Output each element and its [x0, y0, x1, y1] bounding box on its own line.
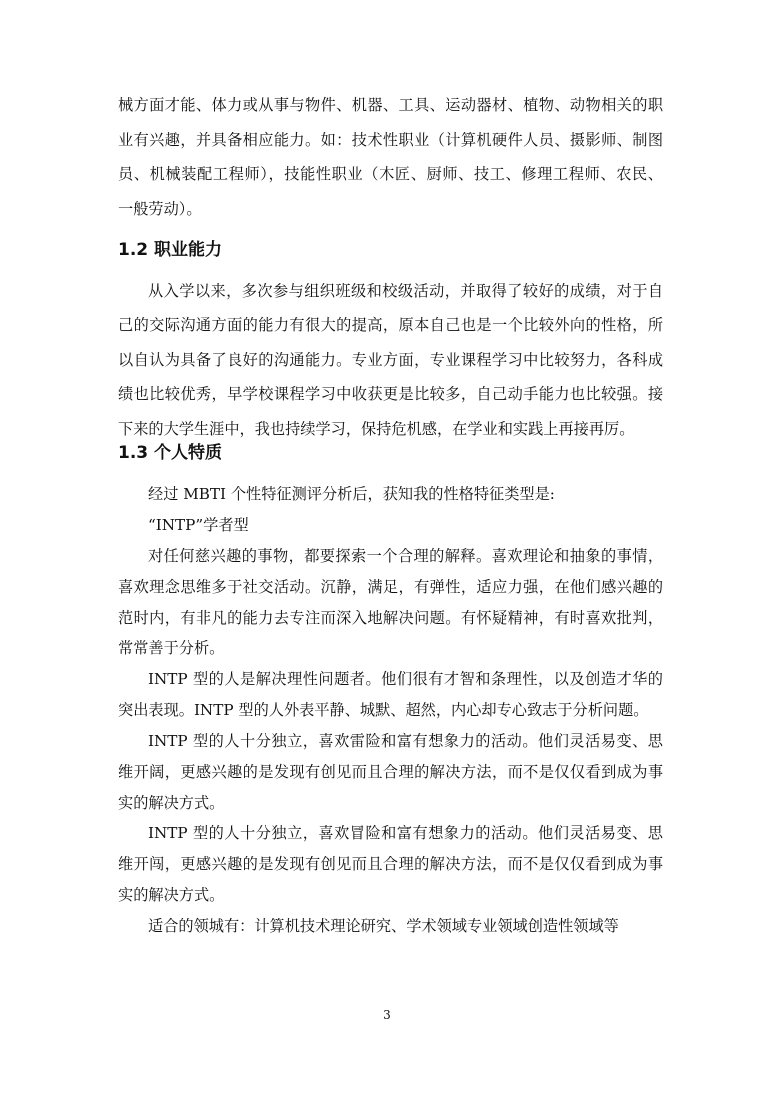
paragraph-line: 范时内，有非凡的能力去专注而深入地解决问题。有怀疑精神，有时喜欢批判， [118, 609, 663, 627]
paragraph-line: 维开闯，更感兴趣的是发现有创见而且合理的解决方法，而不是仅仅看到成为事 [118, 855, 663, 873]
paragraph-line: 业有兴趣，并具备相应能力。如：技术性职业（计算机硬件人员、摄影师、制图 [118, 131, 663, 149]
paragraph-line: 突出表现。INTP 型的人外表平静、城默、超然，内心却专心致志于分析问题。 [118, 701, 649, 719]
paragraph-line: INTP 型的人是解决理性问题者。他们很有才智和条理性，以及创造才华的 [148, 670, 663, 688]
paragraph-line: INTP 型的人十分独立，喜欢冒险和富有想象力的活动。他们灵活易变、思 [148, 824, 663, 842]
paragraph-line: INTP 型的人十分独立，喜欢雷险和富有想象力的活动。他们灵活易变、思 [148, 732, 663, 750]
paragraph-line: 从入学以来，多次参与组织班级和校级活动，并取得了较好的成绩，对于自 [148, 282, 663, 300]
mbti-intro: 经过 MBTI 个性特征测评分析后，获知我的性格特征类型是: [148, 485, 555, 503]
paragraph-line: 喜欢理念思维多于社交活动。沉静，满足，有弹性，适应力强，在他们感兴趣的 [118, 578, 663, 596]
paragraph-line: 常常善于分析。 [118, 639, 225, 657]
paragraph-line: 一般劳动）。 [118, 200, 202, 218]
paragraph-line: 实的解决方式。 [118, 886, 225, 904]
paragraph-line: 以自认为具备了良好的沟通能力。专业方面，专业课程学习中比较努力，各科成 [118, 351, 663, 369]
section-heading-1-2: 1.2 职业能力 [118, 240, 223, 260]
section-heading-1-3: 1.3 个人特质 [118, 443, 223, 463]
paragraph-line: 员、机械装配工程师），技能性职业（木匠、厨师、技工、修理工程师、农民、 [118, 165, 663, 183]
page-number: 3 [383, 1008, 391, 1022]
paragraph-line: 对任何慈兴趣的事物，都要探索一个合理的解释。喜欢理论和抽象的事情， [148, 547, 663, 565]
paragraph-line: 械方面才能、体力或从事与物件、机器、工具、运动器材、植物、动物相关的职 [118, 96, 663, 114]
mbti-type-label: “INTP”学者型 [148, 516, 249, 534]
paragraph-line: 绩也比较优秀，早学校课程学习中收获更是比较多，自己动手能力也比较强。接 [118, 385, 663, 403]
paragraph-line: 实的解决方式。 [118, 794, 225, 812]
paragraph-line: 维开阔，更感兴趣的是发现有创见而且合理的解决方法，而不是仅仅看到成为事 [118, 763, 663, 781]
paragraph-line: 己的交际沟通方面的能力有很大的提高，原本自己也是一个比较外向的性格，所 [118, 316, 663, 334]
paragraph-line: 下来的大学生涯中，我也持续学习，保持危机感，在学业和实践上再接再厉。 [118, 420, 635, 438]
suitable-fields: 适合的领城有：计算机技术理论研究、学术领域专业领域创造性领域等 [148, 917, 619, 935]
